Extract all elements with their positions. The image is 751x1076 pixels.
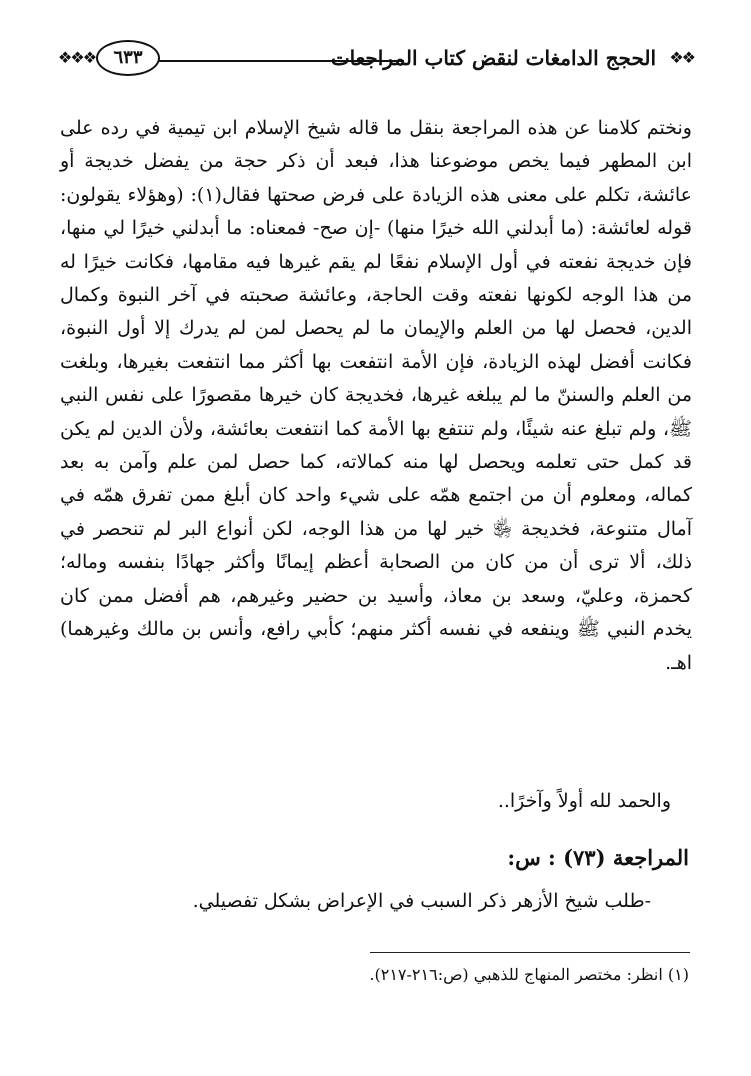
section-heading: المراجعة (٧٣) : س: bbox=[507, 845, 689, 870]
page-header bbox=[58, 38, 694, 78]
section-question: -طلب شيخ الأزهر ذكر السبب في الإعراض بشكل تفصيلي. bbox=[192, 890, 651, 912]
main-text-block bbox=[60, 112, 692, 680]
header-ornament-right: ❖❖ bbox=[669, 48, 694, 67]
header-ornament-left: ❖❖❖ bbox=[58, 48, 96, 67]
header-title: الحجج الدامغات لنقض كتاب المراجعات bbox=[330, 46, 656, 70]
footnote: (١) انظر: مختصر المنهاج للذهبي (ص:٢١٦-٢١٧). bbox=[369, 965, 689, 984]
header-divider-line bbox=[158, 60, 404, 62]
footnote-divider bbox=[370, 952, 690, 953]
main-paragraph: ونختم كلامنا عن هذه المراجعة بنقل ما قاله شيخ الإسلام ابن تيمية في رده على ابن المطهر فيما يخص موضوعنا هذا، فبعد أن ذكر حجة من يفضل خديجة أو عائشة، تكلم على معنى هذه الزيادة على فرض صحتها فقال(١): (وهؤلاء يقولون: قوله لعائشة: (ما أبدلني الله خيرًا منها) -إن صح- فمعناه: ما أبدلني خيرًا لي منها، فإن خديجة نفعته في أول الإسلام نفعًا لم يقم غيرها فيه مقامها، فكانت خيرًا له من هذا الوجه لكونها نفعته وقت الحاجة، وعائشة صحبته في آخر النبوة وكمال الدين، فحصل لها من العلم والإيمان ما لم يحصل لمن لم يدرك إلا أول النبوة، فكانت أفضل لهذه الزيادة، فإن الأمة انتفعت بها أكثر مما انتفعت بغيرها، وبلغت من العلم والسننّ ما لم يبلغه غيرها، فخديجة كان خيرها مقصورًا على نفس النبي ﷺ، ولم تبلغ عنه شيئًا، ولم تنتفع بها الأمة كما انتفعت بعائشة، ولأن الدين لم يكن قد كمل حتى تعلمه ويحصل لها منه كمالاته، كما حصل لمن علم وآمن به بعد كماله، ومعلوم أن من اجتمع همّه على شيء واحد كان أبلغ ممن تفرق همّه في آمال متنوعة، فخديجة ﵂ خير لها من هذا الوجه، لكن أنواع البر لم تنحصر في ذلك، ألا ترى أن من كان من الصحابة أعظم إيمانًا وأكثر جهادًا بنفسه وماله؛ كحمزة، وعليّ، وسعد بن معاذ، وأسيد بن حضير وغيرهم، هم أفضل ممن كان يخدم النبي ﷺ وينفعه في نفسه أكثر منهم؛ كأبي رافع، وأنس بن مالك وغيرهما) اهـ. bbox=[60, 117, 692, 674]
page-number: ٦٣٣ bbox=[96, 40, 160, 76]
closing-line: والحمد لله أولاً وآخرًا.. bbox=[497, 790, 671, 812]
